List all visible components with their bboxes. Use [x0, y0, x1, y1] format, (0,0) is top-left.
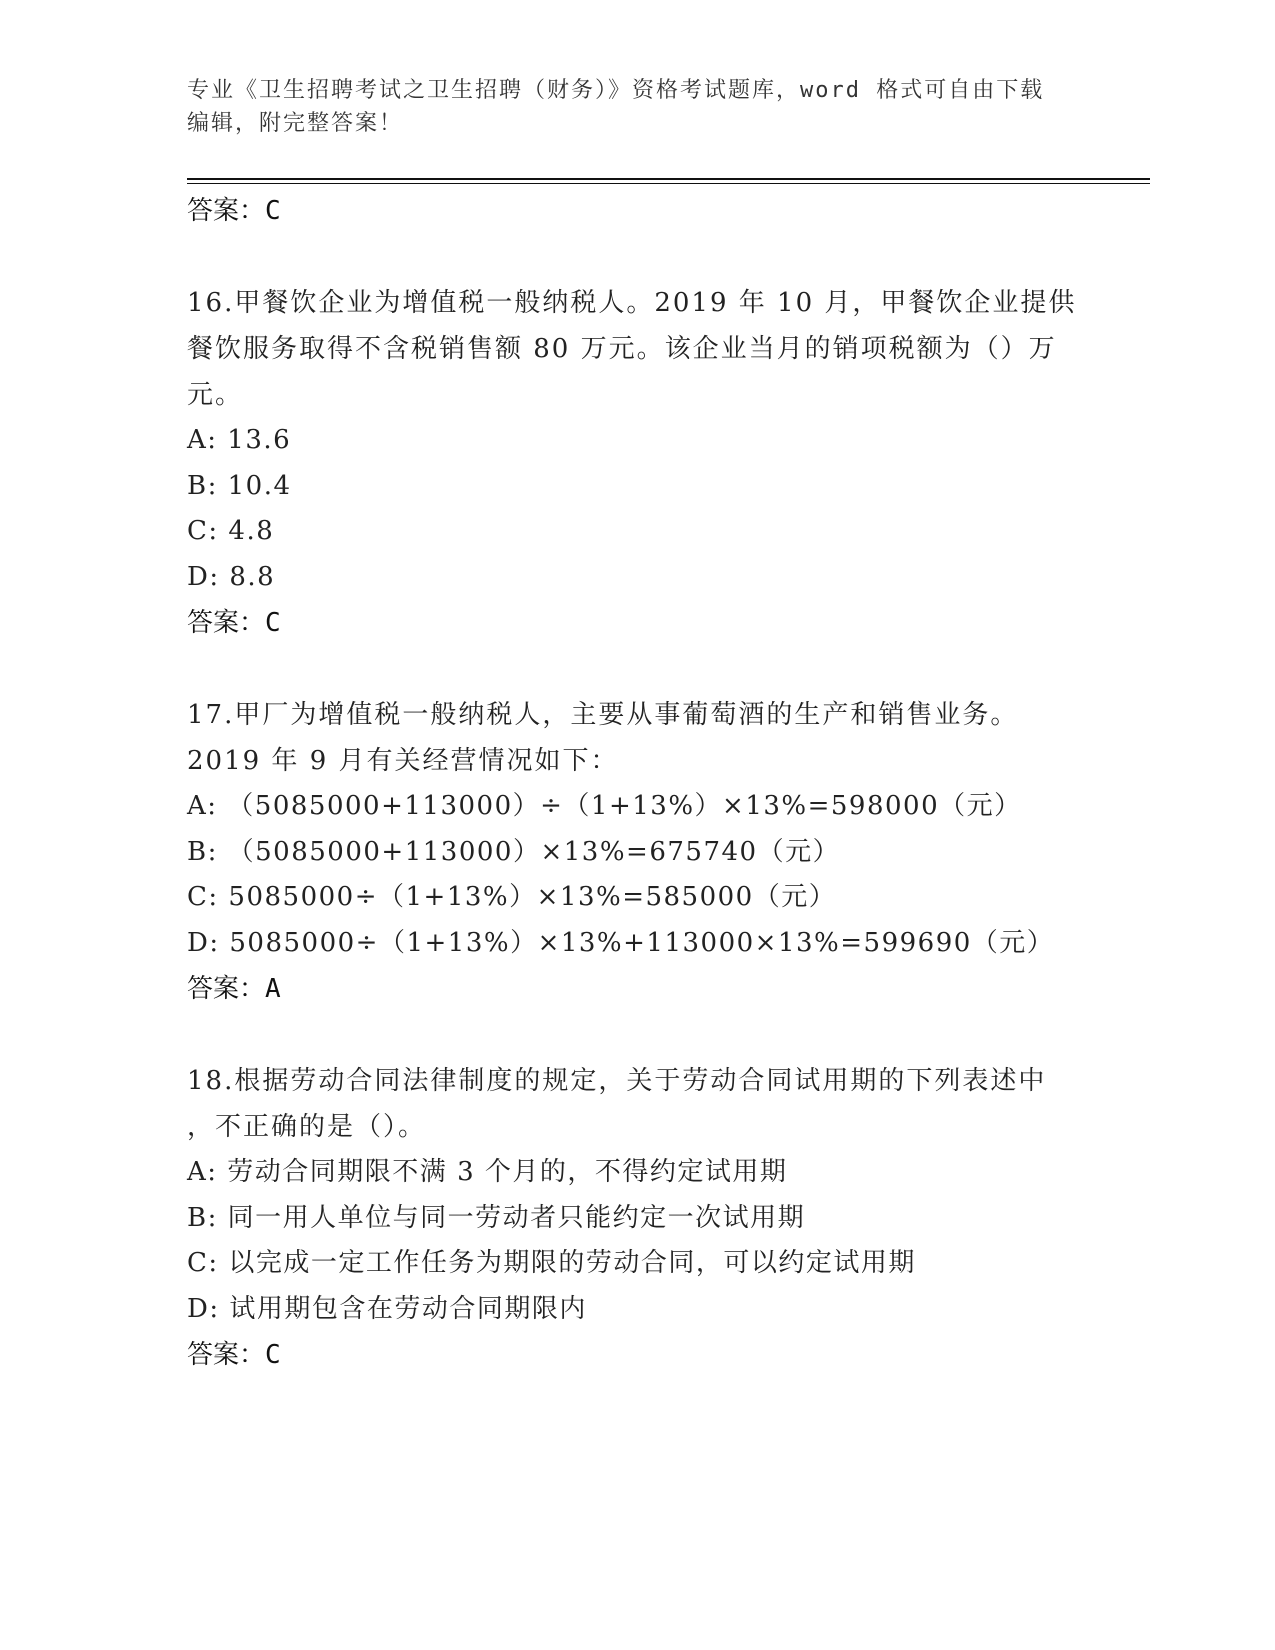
option-a: A: 13.6 — [187, 425, 292, 455]
answer-label: 答案：C — [187, 1340, 281, 1370]
option-d: D: 8.8 — [187, 561, 276, 592]
option-d: D: 试用期包含在劳动合同期限内 — [187, 1293, 587, 1324]
option-c: C: 5085000÷（1+13%）×13%=585000（元） — [187, 882, 837, 912]
question-text: 17.甲厂为增值税一般纳税人，主要从事葡萄酒的生产和销售业务。 — [187, 700, 1019, 730]
question-text: 16.甲餐饮企业为增值税一般纳税人。2019 年 10 月，甲餐饮企业提供 — [187, 288, 1077, 318]
option-c: C: 以完成一定工作任务为期限的劳动合同，可以约定试用期 — [187, 1248, 916, 1278]
answer-label: 答案：C — [187, 196, 281, 226]
header-line-1: 专业《卫生招聘考试之卫生招聘（财务）》资格考试题库，word 格式可自由下载 — [187, 78, 1045, 103]
question-text: ，不正确的是（）。 — [187, 1112, 427, 1142]
answer-label: 答案：C — [187, 608, 281, 638]
question-text: 元。 — [187, 380, 244, 410]
option-b: B: （5085000+113000）×13%=675740（元） — [187, 836, 841, 867]
question-text: 2019 年 9 月有关经营情况如下： — [187, 746, 619, 776]
option-a: A: 劳动合同期限不满 3 个月的，不得约定试用期 — [187, 1157, 788, 1187]
answer-label: 答案：A — [187, 974, 281, 1004]
option-b: B: 同一用人单位与同一劳动者只能约定一次试用期 — [187, 1202, 806, 1233]
option-c: C: 4.8 — [187, 516, 275, 546]
document-header — [187, 74, 1077, 140]
question-block-16 — [187, 280, 1087, 646]
question-block-17 — [187, 692, 1087, 1012]
option-a: A: （5085000+113000）÷（1+13%）×13%=598000（元） — [187, 791, 1022, 821]
question-text: 18.根据劳动合同法律制度的规定，关于劳动合同试用期的下列表述中 — [187, 1066, 1047, 1096]
option-b: B: 10.4 — [187, 470, 292, 501]
option-d: D: 5085000÷（1+13%）×13%+113000×13%=599690（元） — [187, 927, 1055, 958]
header-divider-thick — [187, 178, 1150, 180]
document-body — [187, 188, 1087, 1378]
header-line-2: 编辑，附完整答案！ — [187, 111, 404, 136]
header-divider-thin — [187, 183, 1150, 184]
question-text: 餐饮服务取得不含税销售额 80 万元。该企业当月的销项税额为（）万 — [187, 334, 1057, 364]
question-block-18 — [187, 1058, 1087, 1378]
